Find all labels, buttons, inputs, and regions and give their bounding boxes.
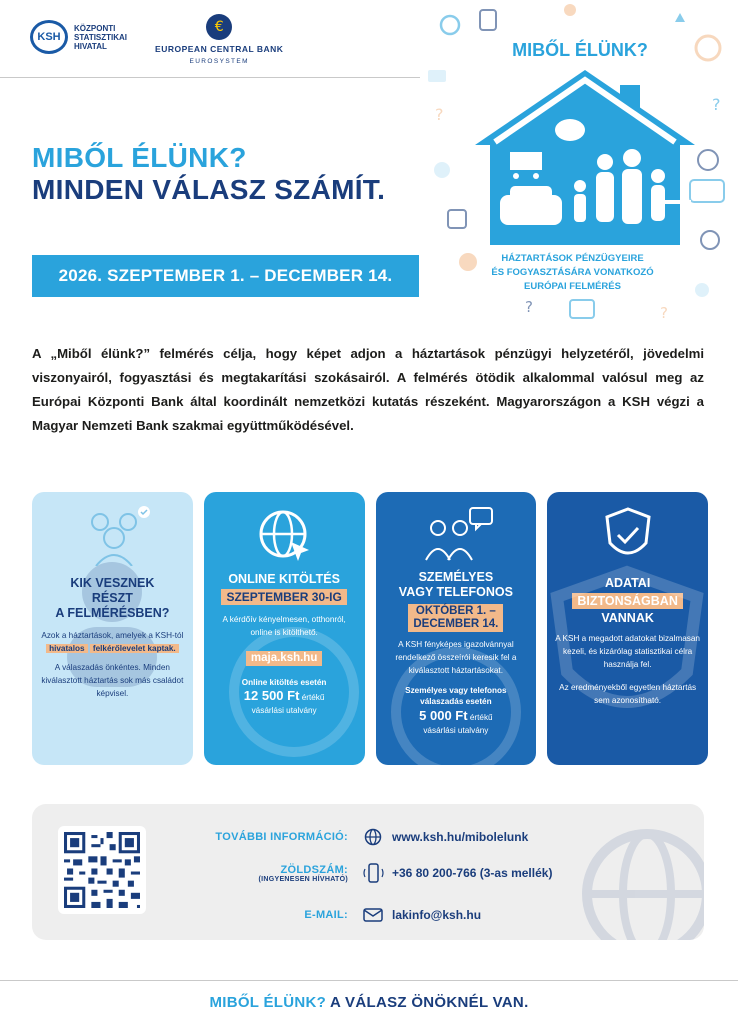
card-personal [376, 492, 537, 765]
phone-number[interactable]: +36 80 200-766 (3-as mellék) [392, 866, 553, 880]
shield-check-icon [603, 505, 653, 565]
ecb-logo [155, 14, 283, 65]
card-online-body [212, 613, 357, 717]
title-line: SZEMÉLYES [418, 570, 494, 584]
card-personal-price: 5 000 Ft [419, 708, 468, 723]
card-security-text-1: A KSH a megadott adatokat bizalmasan kezeli, és kizárólag statisztikai célra használja fel. [555, 634, 700, 669]
email-link[interactable]: lakinfo@ksh.hu [392, 908, 482, 922]
card-participants-body [40, 629, 185, 700]
intro-paragraph: A „Miből élünk?” felmérés célja, hogy képet adjon a háztartások pénzügyi helyzetéről, jövedelmi viszonyairól, fogyasztási és megtakarítási szokásairól. A felmérés ötödik alkalommal valósul meg az Európai Központi Bank által koordinált nemzetközi kutatás részeként. Magyarországon a KSH végzi a Magyar Nemzeti Bank szakmai együttműködésével. [32, 346, 704, 433]
hero-line-1: MIBŐL ÉLÜNK? [32, 142, 247, 173]
info-cards [32, 492, 708, 765]
title-line: KIK VESZNEK [70, 576, 155, 590]
ecb-subtitle: EUROSYSTEM [189, 58, 249, 65]
card-icon-people [40, 504, 185, 566]
card-icon-globe [212, 504, 357, 566]
illustration-title: MIBŐL ÉLÜNK? [512, 40, 648, 60]
card-participants-title [40, 576, 185, 621]
period-line: DECEMBER 14. [413, 618, 499, 630]
qr-code[interactable] [58, 826, 146, 914]
ksh-line-2: STATISZTIKAI [74, 32, 128, 42]
card-online-reward-intro: Online kitöltés esetén [241, 678, 327, 687]
card-security-body [555, 632, 700, 707]
footer-slogan [0, 994, 738, 1011]
globe-bg-icon [567, 814, 704, 940]
ksh-logo-text [74, 24, 127, 51]
euro-icon: € [206, 14, 232, 40]
card-personal-reward-intro: Személyes vagy telefonos válaszadás esetén [405, 686, 507, 706]
card-personal-title [384, 570, 529, 600]
contact-row-email [172, 908, 481, 922]
hero-line-2: MINDEN VÁLASZ SZÁMÍT. [32, 174, 386, 205]
card-security [547, 492, 708, 765]
footer-accent: MIBŐL ÉLÜNK? [209, 994, 327, 1011]
card-online-deadline: SZEPTEMBER 30-IG [221, 589, 346, 605]
contact-row-info [172, 828, 528, 846]
card-participants-text-2: A válaszadás önkéntes. Minden kiválasztott háztartás sok más családot képvisel. [41, 663, 184, 698]
card-personal-text: A KSH fényképes igazolvánnyal rendelkező összeírói keresik fel a kiválasztott háztartásokat. [395, 640, 517, 675]
svg-text:?: ? [435, 105, 444, 124]
email-label: E-MAIL: [304, 909, 348, 921]
svg-text:?: ? [660, 304, 668, 322]
ksh-logo-mark: KSH [30, 20, 68, 54]
caption-line-1: HÁZTARTÁSOK PÉNZÜGYEIRE [501, 253, 644, 264]
phone-label [172, 864, 348, 883]
date-banner: 2026. SZEPTEMBER 1. – DECEMBER 14. [32, 255, 419, 297]
card-online-text: A kérdőív kényelmesen, otthonról, online is kitölthető. [222, 615, 346, 637]
caption-line-3: EURÓPAI FELMÉRÉS [524, 281, 621, 292]
ecb-name: EUROPEAN CENTRAL BANK [155, 44, 284, 54]
card-personal-body [384, 638, 529, 737]
globe-icon-svg [364, 828, 382, 846]
info-label: TOVÁBBI INFORMÁCIÓ: [215, 831, 348, 843]
card-personal-reward-outro: vásárlási utalvány [423, 726, 489, 735]
info-link[interactable]: www.ksh.hu/mibolelunk [392, 830, 529, 844]
ksh-line-3: HIVATAL [74, 41, 107, 51]
house-illustration [420, 0, 738, 335]
price-suffix: értékű [469, 713, 493, 722]
bottom-divider [0, 980, 738, 981]
title-line: VAGY TELEFONOS [398, 585, 513, 599]
card-personal-period [408, 604, 503, 632]
qr-code-icon [64, 832, 140, 908]
footer-rest: A VÁLASZ ÖNÖKNÉL VAN. [326, 994, 529, 1011]
card-icon-interview [384, 504, 529, 566]
title-line: A FELMÉRÉSBEN? [55, 606, 170, 620]
caption-line-2: ÉS FOGYASZTÁSÁRA VONATKOZÓ [491, 267, 654, 278]
period-line: OKTÓBER 1. – [415, 605, 496, 617]
text: Azok a háztartások, amelyek a KSH-tól [41, 631, 184, 640]
card-icon-shield [555, 504, 700, 566]
card-online-price: 12 500 Ft [243, 688, 300, 703]
phone-icon [358, 862, 388, 884]
contact-box [32, 804, 704, 940]
card-online [204, 492, 365, 765]
phone-label-text: ZÖLDSZÁM: [280, 863, 348, 876]
hero-heading [32, 142, 432, 206]
card-security-title-1: ADATAI [604, 576, 651, 590]
card-online-title: ONLINE KITÖLTÉS [228, 572, 340, 586]
phone-ringing-icon [361, 862, 385, 884]
highlight: felkérőlevelet kaptak. [90, 644, 179, 653]
svg-text:?: ? [525, 298, 533, 316]
interview-icon [416, 504, 496, 566]
phone-sublabel: (INGYENESEN HÍVHATÓ) [258, 875, 348, 883]
top-divider [0, 77, 420, 78]
logo-bar [30, 14, 283, 74]
price-suffix: értékű [301, 693, 325, 702]
card-online-reward-outro: vásárlási utalvány [251, 706, 317, 715]
people-group-icon [72, 504, 152, 566]
card-security-text-2: Az eredményekből egyetlen háztartás sem azonosítható. [559, 683, 697, 705]
contact-row-phone [172, 862, 552, 884]
svg-text:?: ? [712, 95, 721, 114]
card-security-highlight: BIZTONSÁGBAN [572, 593, 682, 609]
card-participants [32, 492, 193, 765]
envelope-icon [363, 908, 383, 922]
illustration-caption [470, 252, 675, 294]
card-participants-text-1 [40, 629, 185, 655]
card-online-url: maja.ksh.hu [246, 651, 322, 666]
globe-cursor-icon [253, 504, 315, 566]
ksh-logo [30, 20, 127, 54]
card-security-title-2: VANNAK [601, 611, 654, 625]
globe-icon [358, 828, 388, 846]
title-line: RÉSZT [91, 591, 133, 605]
ksh-line-1: KÖZPONTI [74, 23, 116, 33]
highlight: hivatalos [46, 644, 88, 653]
mail-icon [358, 908, 388, 922]
